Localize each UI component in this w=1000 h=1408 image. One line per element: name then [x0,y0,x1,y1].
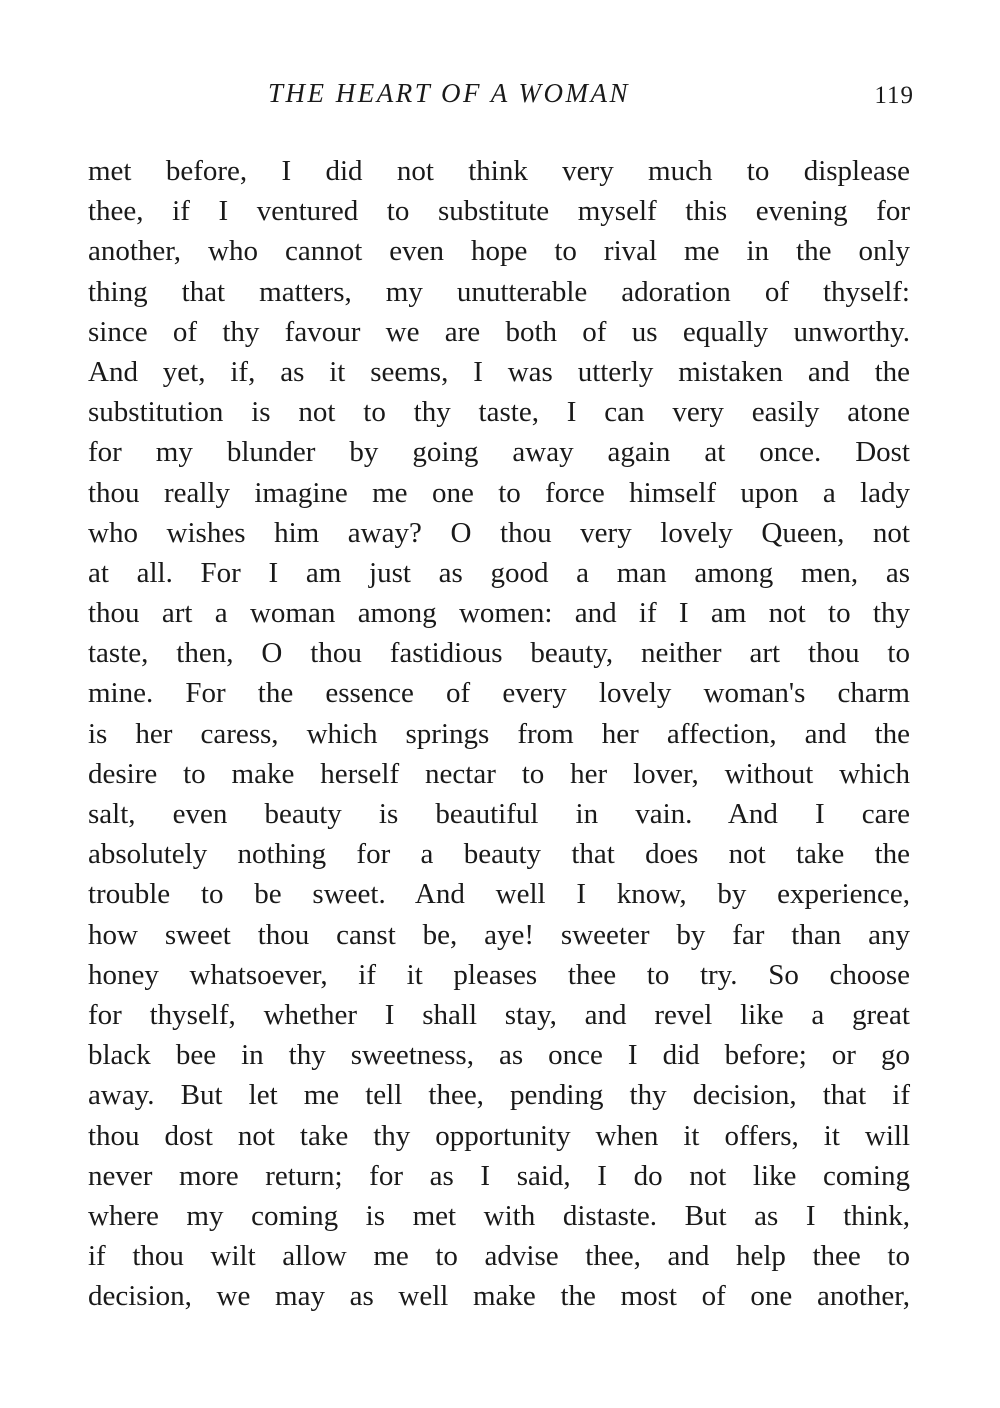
text-line: away. But let me tell thee, pending thy decision, that if [88,1079,910,1112]
text-line: mine. For the essence of every lovely woman's charm [88,677,910,710]
text-line: how sweet thou canst be, aye! sweeter by far than any [88,918,910,951]
running-title: THE HEART OF A WOMAN [268,78,631,108]
text-line: decision, we may as well make the most of one another, [88,1280,910,1313]
text-line: black bee in thy sweetness, as once I did before; or go [88,1039,910,1072]
text-line: desire to make herself nectar to her lover, without which [88,757,910,790]
text-line: who wishes him away? O thou very lovely Queen, not [88,516,910,549]
text-line: And yet, if, as it seems, I was utterly mistaken and the [88,355,910,388]
text-line: salt, even beauty is beautiful in vain. And I care [88,798,910,830]
text-line: thou dost not take thy opportunity when it offers, it will [88,1119,910,1152]
text-line: thee, if I ventured to substitute myself this evening for [88,195,910,228]
text-line: honey whatsoever, if it pleases thee to try. So choose [88,958,910,991]
text-line: at all. For I am just as good a man among men, as [88,556,910,589]
text-line: another, who cannot even hope to rival me in the only [88,235,910,268]
text-line: for thyself, whether I shall stay, and revel like a great [88,998,910,1031]
text-line: absolutely nothing for a beauty that does not take the [88,838,910,871]
text-line: since of thy favour we are both of us equally unworthy. [88,315,910,348]
text-line: never more return; for as I said, I do not like coming [88,1159,910,1192]
text-line: thou art a woman among women: and if I am not to thy [88,597,910,630]
body-text [88,151,910,1316]
text-line: where my coming is met with distaste. But as I think, [88,1199,910,1232]
page-number: 119 [874,82,914,109]
text-line: is her caress, which springs from her affection, and the [88,717,910,750]
text-line: for my blunder by going away again at once. Dost [88,436,910,469]
text-line: if thou wilt allow me to advise thee, and help thee to [88,1240,910,1273]
text-line: thou really imagine me one to force himself upon a lady [88,476,910,509]
text-line: met before, I did not think very much to displease [88,155,910,187]
text-line: trouble to be sweet. And well I know, by experience, [88,878,910,911]
text-line: substitution is not to thy taste, I can very easily atone [88,396,910,429]
text-line: taste, then, O thou fastidious beauty, neither art thou to [88,637,910,670]
running-head [88,78,914,118]
text-line: thing that matters, my unutterable adoration of thyself: [88,275,910,308]
